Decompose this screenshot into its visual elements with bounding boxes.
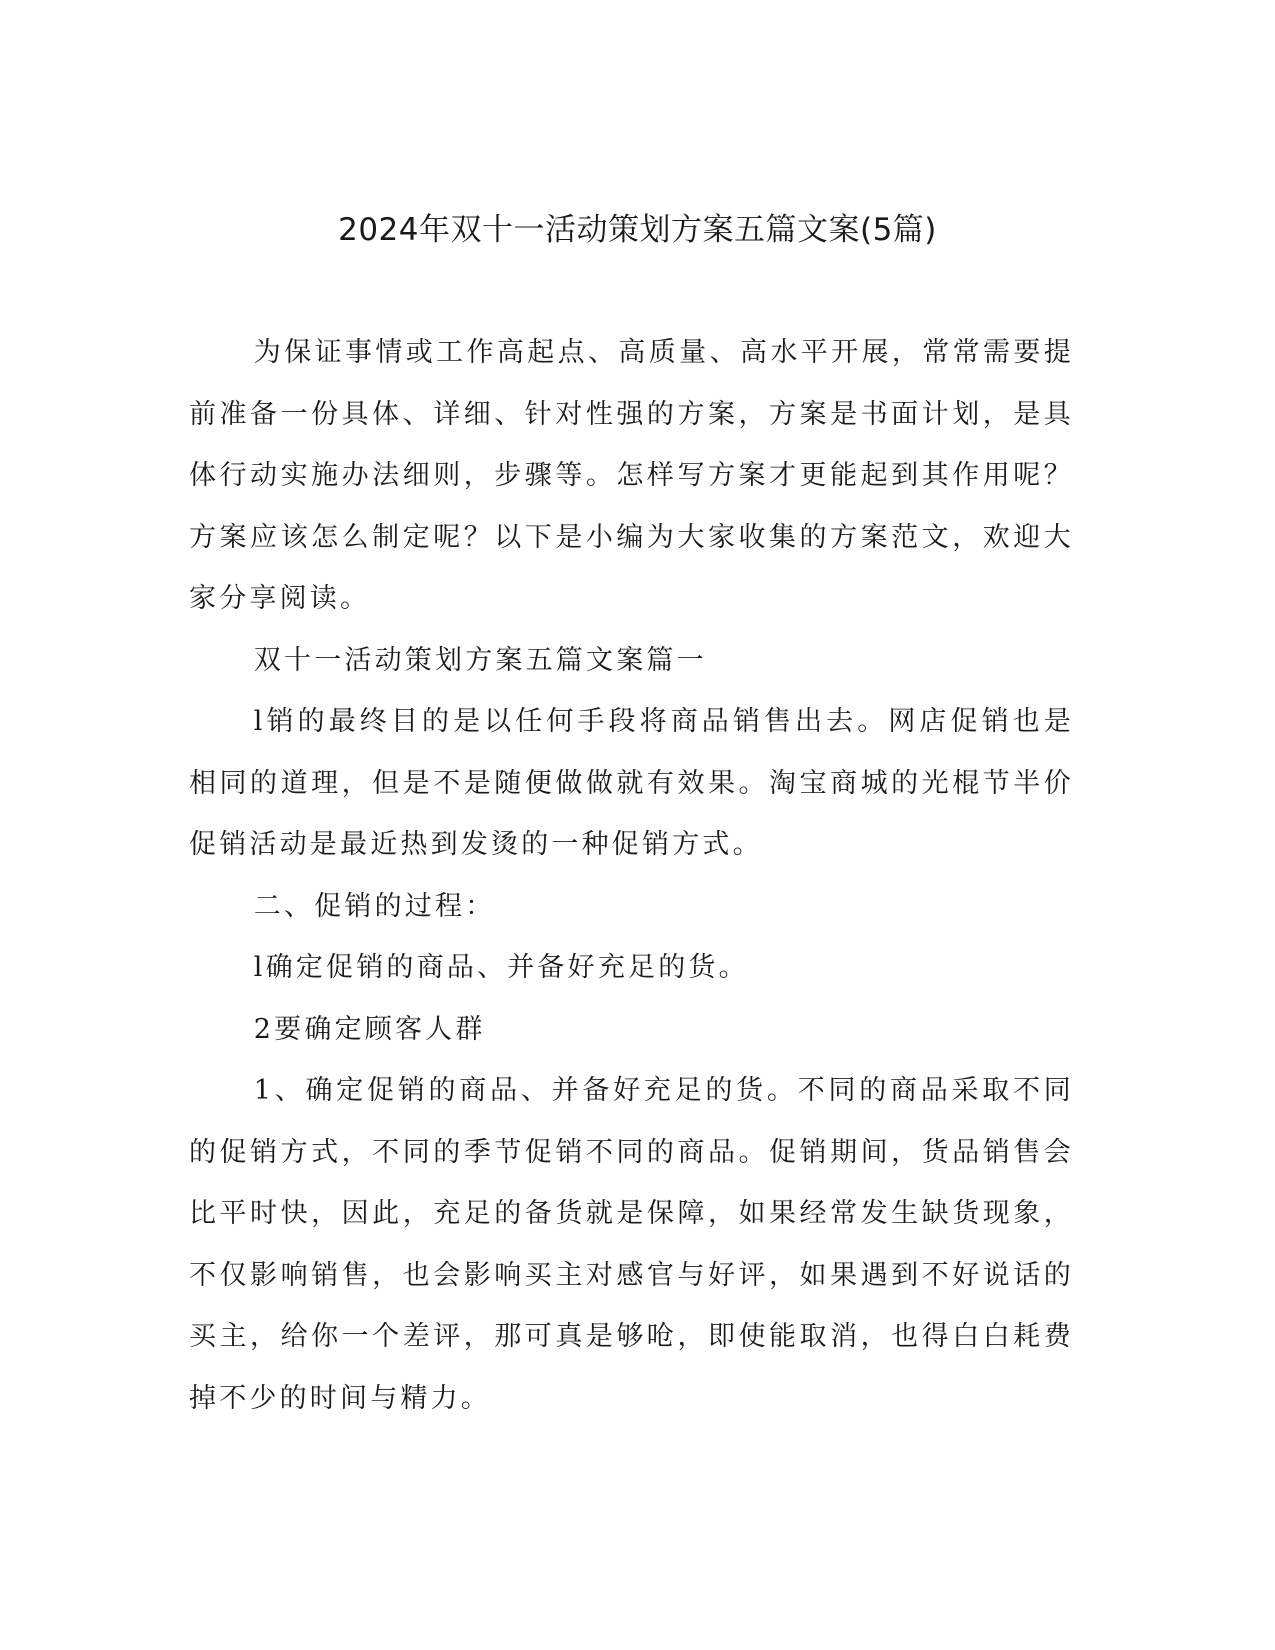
- paragraph: l销的最终目的是以任何手段将商品销售出去。网店促销也是相同的道理，但是不是随便做做就有效果。淘宝商城的光棍节半价促销活动是最近热到发烫的一种促销方式。: [189, 706, 1074, 860]
- document-title: 2024年双十一活动策划方案五篇文案(5篇): [338, 212, 937, 248]
- list-item: 2要确定顾客人群: [253, 1013, 486, 1045]
- subheading-process: 二、促销的过程：: [253, 890, 496, 922]
- paragraph-intro: 为保证事情或工作高起点、高质量、高水平开展，常常需要提前准备一份具体、详细、针对性强的方案，方案是书面计划，是具体行动实施办法细则，步骤等。怎样写方案才更能起到其作用呢？方案应该怎么制定呢？以下是小编为大家收集的方案范文，欢迎大家分享阅读。: [189, 337, 1074, 614]
- paragraph: 1、确定促销的商品、并备好充足的货。不同的商品采取不同的促销方式，不同的季节促销不同的商品。促销期间，货品销售会比平时快，因此，充足的备货就是保障，如果经常发生缺货现象，不仅影响销售，也会影响买主对感官与好评，如果遇到不好说话的买主，给你一个差评，那可真是够呛，即使能取消，也得白白耗费掉不少的时间与精力。: [189, 1075, 1074, 1414]
- section-heading-one: 双十一活动策划方案五篇文案篇一: [253, 644, 707, 676]
- list-item: l确定促销的商品、并备好充足的货。: [253, 952, 749, 983]
- document-body: [189, 322, 1074, 1429]
